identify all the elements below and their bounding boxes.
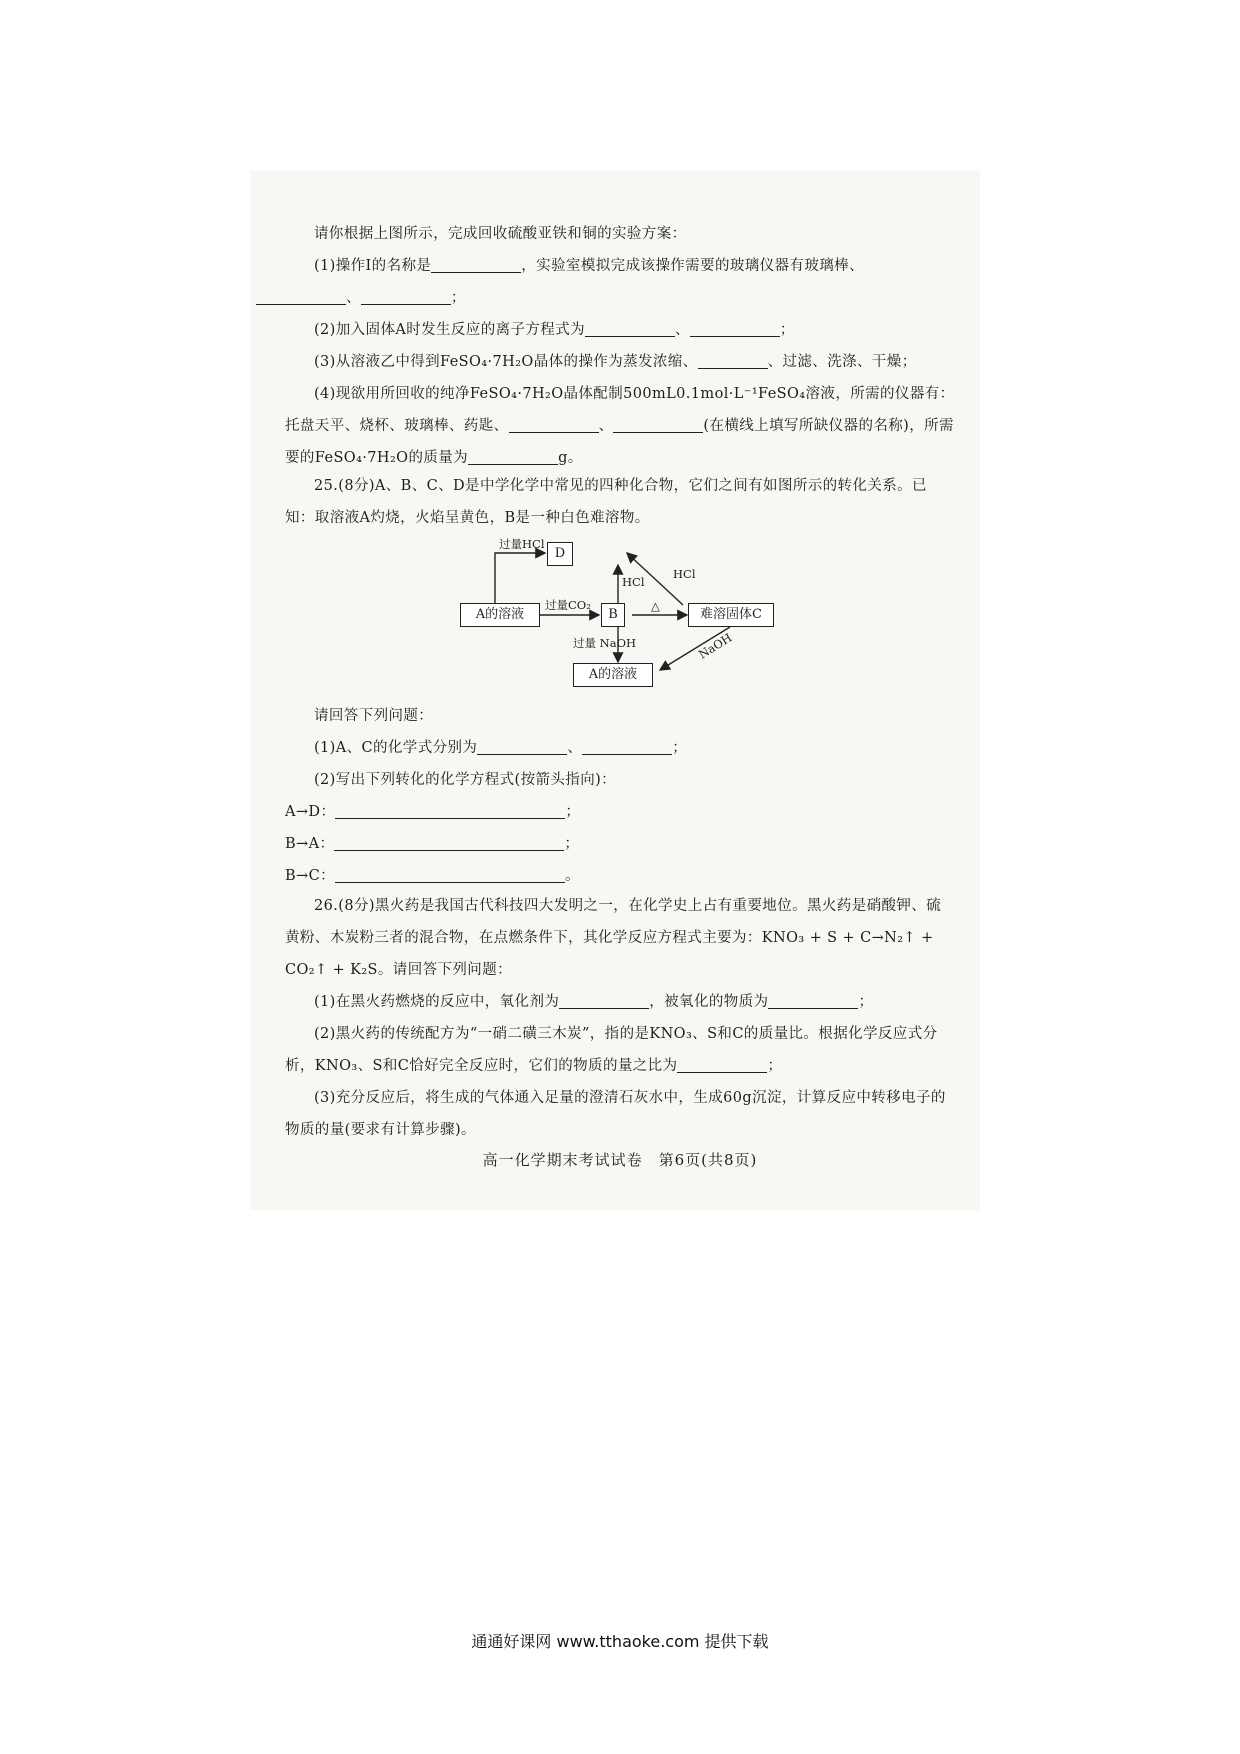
label-hcl-center: HCl [622, 575, 645, 589]
label-heat: △ [651, 599, 660, 613]
answer-blank[interactable] [468, 450, 558, 466]
answer-blank[interactable] [335, 868, 565, 884]
q25-part2: (2)写出下列转化的化学方程式(按箭头指向)： [314, 772, 617, 788]
q25-b-to-c: B→C： 。 [285, 868, 580, 884]
box-a-solution-bottom: A的溶液 [573, 663, 653, 687]
answer-blank[interactable] [585, 322, 675, 338]
label-hcl-right: HCl [673, 567, 696, 581]
answer-blank[interactable] [698, 354, 768, 370]
answer-blank[interactable] [768, 994, 858, 1010]
answer-blank[interactable] [334, 836, 564, 852]
box-d: D [547, 542, 573, 566]
q26-part2: (2)黑火药的传统配方为“一硝二磺三木炭”，指的是KNO₃、S和C的质量比。根据化学反应式分析，KNO₃、S和C恰好完全反应时，它们的物质的量之比为 ； [285, 1026, 938, 1074]
q26-part1: (1)在黑火药燃烧的反应中，氧化剂为 ，被氧化的物质为 ； [314, 994, 874, 1010]
q24-part2: (2)加入固体A时发生反应的离子方程式为 、 ； [314, 322, 795, 338]
q24-part4: (4)现欲用所回收的纯净FeSO₄·7H₂O晶体配制500mL0.1mol·L⁻¹FeSO₄溶液，所需的仪器有：托盘天平、烧杯、玻璃棒、药匙、 、 (在横线上填写所缺仪器的名称)，所需要的FeSO₄·7H₂O的质量为 g。 [285, 386, 955, 466]
answer-blank[interactable] [509, 418, 599, 434]
answer-blank[interactable] [559, 994, 649, 1010]
box-c: 难溶固体C [688, 603, 774, 627]
q26-part3: (3)充分反应后，将生成的气体通入足量的澄清石灰水中，生成60g沉淀，计算反应中转移电子的物质的量(要求有计算步骤)。 [285, 1090, 946, 1138]
question-25-section: 请回答下列问题： (1)A、C的化学式分别为 、 ； (2)写出下列转化的化学方程式(按箭头指向)： A→D： ； B→A： ； B→C： 。 [285, 700, 955, 892]
label-naoh: NaOH [696, 630, 735, 662]
intro-text: 请你根据上图所示，完成回收硫酸亚铁和铜的实验方案： [314, 226, 687, 242]
q24-part1: (1)操作Ⅰ的名称是 ，实验室模拟完成该操作需要的玻璃仪器有玻璃棒、 、 ； [285, 250, 955, 314]
q24-part3: (3)从溶液乙中得到FeSO₄·7H₂O晶体的操作为蒸发浓缩、 、过滤、洗涤、干燥； [314, 354, 917, 370]
label-excess-naoh: 过量 NaOH [573, 636, 637, 650]
answer-blank[interactable] [431, 258, 521, 274]
label-excess-hcl: 过量HCl [499, 537, 545, 551]
answer-blank[interactable] [582, 740, 672, 756]
answer-blank[interactable] [335, 804, 565, 820]
question-26-section: 26.(8分)黑火药是我国古代科技四大发明之一，在化学史上占有重要地位。黑火药是硝酸钾、硫黄粉、木炭粉三者的混合物，在点燃条件下，其化学反应方程式主要为：KNO₃ + S + C→N₂↑ + CO₂↑ + K₂S。请回答下列问题： (1)在黑火药燃烧的反应中，氧化剂为 ，被氧化的物质为 ； (2)黑火药的传统配方为“一硝二磺三木炭”，指的是KNO₃、S和C的质量比。根据化学反应式分析，KNO₃、S和C恰好完全反应时，它们的物质的量之比为 ； (3)充分反应后，将生成的气体通入足量的澄清石灰水中，生成60g沉淀，计算反应中转移电子的物质的量(要求有计算步骤)。 [285, 890, 955, 1146]
page-footer: 高一化学期末考试试卷 第6页(共8页) [482, 1151, 758, 1169]
label-excess-co2: 过量CO₂ [545, 598, 591, 612]
download-credit: 通通好课网 www.tthaoke.com 提供下载 [471, 1632, 769, 1651]
question-25-stem: 25.(8分)A、B、C、D是中学化学中常见的四种化合物，它们之间有如图所示的转化关系。已知：取溶液A灼烧，火焰呈黄色，B是一种白色难溶物。 [285, 478, 927, 526]
box-a-solution-left: A的溶液 [460, 603, 540, 627]
answer-blank[interactable] [613, 418, 703, 434]
box-b: B [601, 603, 625, 627]
question-24-section [285, 218, 955, 474]
answer-blank[interactable] [256, 290, 346, 306]
q25-b-to-a: B→A： ； [285, 836, 580, 852]
answer-blank[interactable] [477, 740, 567, 756]
q25-a-to-d: A→D： ； [285, 804, 581, 820]
answer-blank[interactable] [361, 290, 451, 306]
conversion-diagram [455, 535, 775, 695]
answer-blank[interactable] [690, 322, 780, 338]
q25-part1: (1)A、C的化学式分别为 、 ； [314, 740, 688, 756]
answer-blank[interactable] [677, 1058, 767, 1074]
